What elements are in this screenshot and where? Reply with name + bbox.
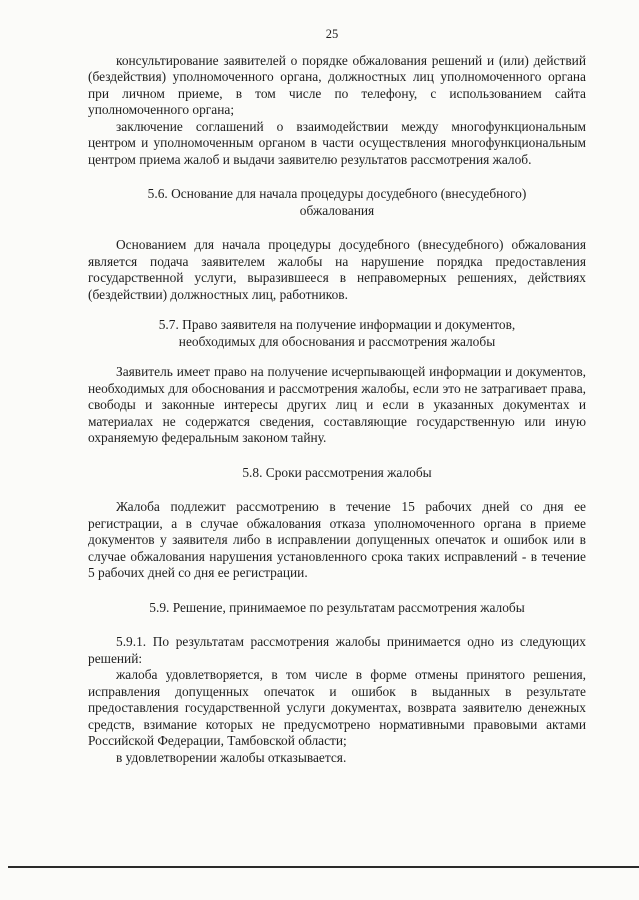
document-page <box>88 26 586 766</box>
heading-5-7: 5.7. Право заявителя на получение информации и документов, необходимых для обоснования и рассмотрения жалобы <box>158 317 516 349</box>
paragraph-5-8: Жалоба подлежит рассмотрению в течение 15 рабочих дней со дня ее регистрации, а в случае обжалования отказа уполномоченного органа в приеме документов у заявителя либо в исправлении допущенных опечаток и ошибок или в случае обжалования нарушения установленного срока таких исправлений - в течение 5 рабочих дней со дня ее регистрации. <box>88 499 586 580</box>
page-number: 25 <box>325 27 339 41</box>
heading-5-9: 5.9. Решение, принимаемое по результатам рассмотрения жалобы <box>149 599 525 615</box>
paragraph-5-7: Заявитель имеет право на получение исчерпывающей информации и документов, необходимых для обоснования и рассмотрения жалобы, если это не затрагивает права, свободы и законные интересы других лиц и если в указанных документах и материалах не содержатся сведения, составляющие государственную или иную охраняемую федеральным законом тайну. <box>88 364 586 445</box>
paragraph-agreement: заключение соглашений о взаимодействии между многофункциональным центром и уполномоченным органом в части осуществления многофункциональным центром приема жалоб и выдачи заявителю результатов рассмотрения жалоб. <box>88 118 586 167</box>
heading-5-8: 5.8. Сроки рассмотрения жалобы <box>242 464 432 480</box>
paragraph-5-6: Основанием для начала процедуры досудебного (внесудебного) обжалования является подача заявителем жалобы на нарушение порядка предоставления государственной услуги, выразившееся в неправомерных решениях, действиях (бездействии) должностных лиц, работников. <box>88 237 586 302</box>
heading-5-6: 5.6. Основание для начала процедуры досудебного (внесудебного) обжалования <box>147 186 527 218</box>
paragraph-5-9-1: 5.9.1. По результатам рассмотрения жалобы принимается одно из следующих решений: <box>88 634 586 666</box>
paragraph-refused: в удовлетворении жалобы отказывается. <box>116 749 347 765</box>
bottom-rule <box>8 866 639 868</box>
paragraph-satisfied: жалоба удовлетворяется, в том числе в форме отмены принятого решения, исправления допущенных опечаток и ошибок в выданных в результате предоставления государственной услуги документах, возврата заявителю денежных средств, взимание которых не предусмотрено нормативными правовыми актами Российской Федерации, Тамбовской области; <box>88 667 586 748</box>
paragraph-consulting: консультирование заявителей о порядке обжалования решений и (или) действий (бездействия) уполномоченного органа, должностных лиц уполномоченного органа при личном приеме, в том числе по телефону, с использованием сайта уполномоченного органа; <box>88 52 586 117</box>
